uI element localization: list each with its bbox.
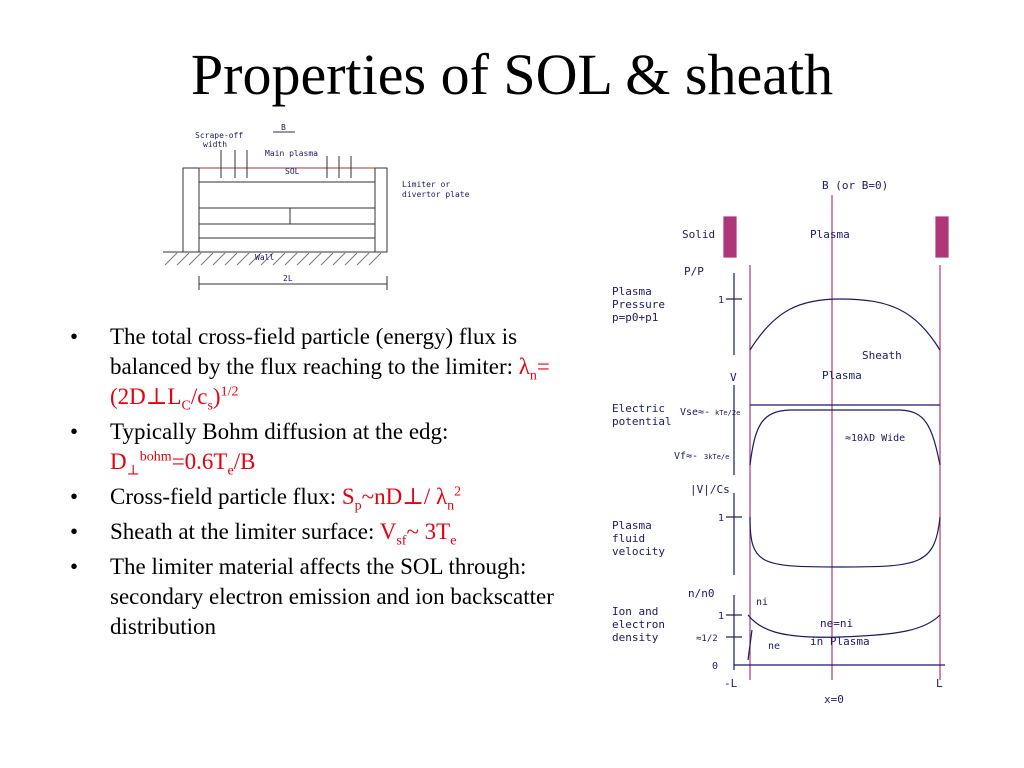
density-axis-label: n/n0	[688, 587, 715, 600]
v-axis-label: V	[730, 371, 737, 384]
divertor-label-line: divertor plate	[402, 190, 470, 199]
pressure-label-1: Plasma	[612, 285, 652, 298]
bullet-dot: •	[70, 419, 79, 444]
bullet-3	[70, 482, 570, 512]
b-header-label: B (or B=0)	[822, 179, 889, 192]
in-plasma-label: in Plasma	[810, 635, 870, 648]
bullet-2-formula: $D_\perp^{bohm}=0.6T_e/B$	[110, 449, 256, 479]
bullet-list	[70, 322, 570, 647]
sol-geometry-figure	[155, 120, 395, 300]
density-one-label: 1	[718, 611, 725, 622]
bullet-2	[70, 417, 570, 477]
two-l-label: 2L	[283, 274, 293, 283]
density-label-1: Ion and	[612, 605, 659, 618]
bullet-dot: •	[70, 324, 79, 349]
pressure-label-3: p=p0+p1	[612, 311, 659, 324]
ne-ni-label: ne=ni	[820, 617, 854, 630]
p-axis-label: P/P	[684, 265, 704, 278]
pressure-label-2: Pressure	[612, 298, 665, 311]
bullet-4-text: Sheath at the limiter surface:	[110, 519, 380, 544]
l-label: L	[936, 677, 943, 690]
wall-label: Wall	[255, 253, 275, 262]
vf-label: Vf≈-	[674, 451, 699, 462]
velocity-label-1: Plasma	[612, 519, 652, 532]
bullet-3-formula: $S_p\sim nD\perp/$ $\lambda_n^2$	[341, 484, 462, 514]
scrape-off-label: Scrape-off	[195, 131, 244, 140]
velocity-axis-label: |V|/Cs	[690, 483, 730, 496]
bullet-3-text: Cross-field particle flux:	[110, 484, 342, 509]
density-zero-label: 0	[712, 661, 719, 672]
bullet-4-formula: $V_{sf}\sim$ $3T_e$	[379, 519, 457, 549]
vf-fraction: 3kTe/e	[704, 453, 730, 461]
bullet-dot: •	[70, 484, 79, 509]
velocity-label-3: velocity	[612, 545, 665, 558]
vse-fraction: kTe/2e	[715, 409, 741, 417]
ni-label: ni	[756, 597, 769, 608]
solid-label: Solid	[682, 228, 716, 241]
plasma-header-label: Plasma	[810, 228, 850, 241]
b-field-label: B	[281, 123, 286, 132]
potential-label-2: potential	[612, 415, 672, 428]
sol-label: SOL	[285, 167, 300, 176]
ne-label: ne	[768, 641, 781, 652]
bullet-4	[70, 517, 570, 547]
vse-label: Vse≈-	[680, 407, 711, 418]
bullet-1-text: The total cross-field particle (energy) flux is balanced by the flux reaching to the limiter:	[110, 324, 519, 379]
density-label-3: density	[612, 631, 659, 644]
bullet-2-text: Typically Bohm diffusion at the edg:	[110, 419, 449, 444]
main-plasma-label: Main plasma	[265, 149, 318, 158]
slide-title: Properties of SOL & sheath	[190, 42, 834, 107]
density-label-2: electron	[612, 618, 665, 631]
bullet-1	[70, 322, 570, 412]
bullet-1-formula: $\lambda_n=(2D\perp L_C/c_s)^{1/2}$	[110, 354, 550, 414]
wide-label: ≈10λD Wide	[845, 433, 906, 444]
bullet-dot: •	[70, 519, 79, 544]
plasma-potential-label: Plasma	[822, 369, 862, 382]
minus-l-label: -L	[724, 677, 738, 690]
bullet-5	[70, 552, 570, 642]
density-half-label: ≈1/2	[696, 634, 718, 644]
bullet-dot: •	[70, 554, 79, 579]
sol-profiles-figure	[600, 175, 960, 715]
scrape-off-width-label: width	[203, 140, 228, 149]
pressure-one-label: 1	[718, 295, 725, 306]
velocity-one-label: 1	[718, 513, 725, 524]
limiter-divertor-label	[402, 180, 469, 200]
sheath-label: Sheath	[862, 349, 902, 362]
velocity-label-2: fluid	[612, 532, 646, 545]
limiter-label-line: Limiter or	[402, 180, 451, 189]
potential-label-1: Electric	[612, 402, 665, 415]
x0-label: x=0	[824, 693, 844, 706]
bullet-5-text: The limiter material affects the SOL through: secondary electron emission and ion backscatter distribution	[110, 554, 554, 639]
